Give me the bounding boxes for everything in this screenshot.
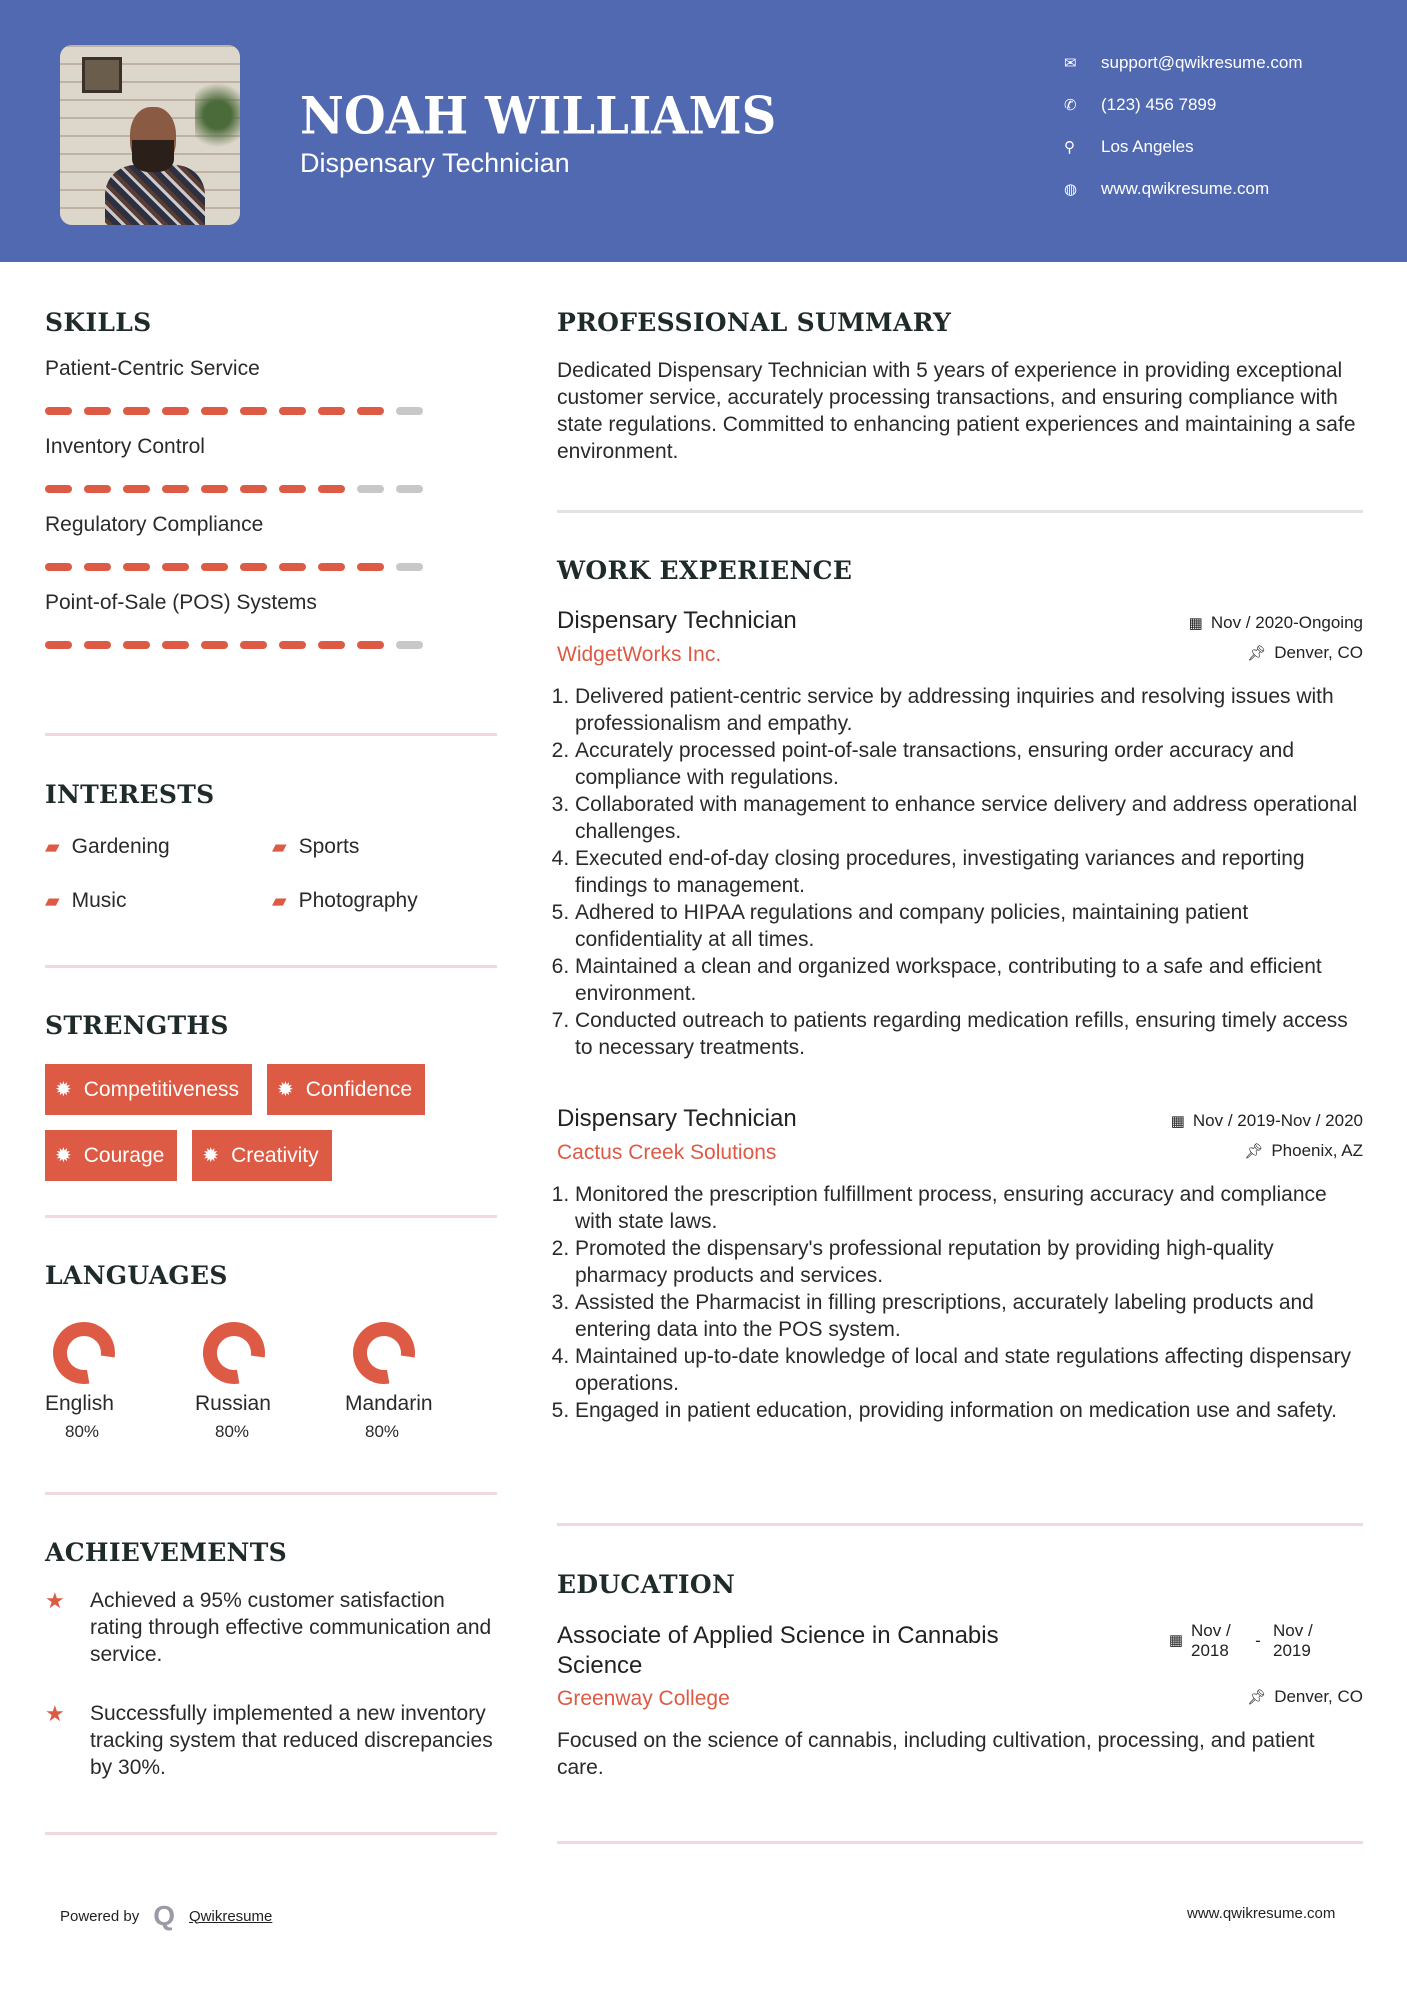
work-heading: WORK EXPERIENCE [557,556,853,585]
language-percent: 80% [65,1422,100,1441]
work-section [557,556,1363,1424]
strength-tag [192,1130,331,1181]
interest-item [45,889,272,913]
skill-dash-empty [396,641,423,649]
job-bullets [557,1181,1363,1424]
skill-dash-filled [357,407,384,415]
footer-url[interactable]: www.qwikresume.com [1187,1905,1336,1922]
job-bullet: 2. Accurately processed point-of-sale transactions, ensuring order accuracy and compliance with regulations. [575,737,1363,791]
contact-email[interactable] [1064,42,1303,84]
header [0,0,1407,262]
job-bullet: 5. Engaged in patient education, providing information on medication use and safety. [575,1397,1363,1424]
skill-dash-filled [162,407,189,415]
book-icon: ▰ [272,890,287,912]
website-text: www.qwikresume.com [1101,179,1270,198]
skill-dash-filled [123,563,150,571]
interest-label: Sports [298,835,360,858]
skill-dash-filled [45,641,72,649]
achievement-item [45,1587,497,1668]
skill-dash-empty [396,485,423,493]
skill-dash-filled [318,407,345,415]
skill-label: Inventory Control [45,435,205,458]
company-name: WidgetWorks Inc. [557,643,722,666]
badge-icon: ✹ [55,1079,72,1101]
interest-item [45,835,272,859]
interest-item [272,889,497,913]
skill-item [45,357,497,415]
skill-dash-filled [279,563,306,571]
job-bullet: 4. Maintained up-to-date knowledge of local and state regulations affecting dispensary operations. [575,1343,1363,1397]
skill-dash-filled [45,485,72,493]
interests-section [45,780,497,913]
date-separator: - [1255,1631,1261,1650]
skill-dash-filled [318,563,345,571]
skill-dash-filled [357,641,384,649]
language-name: Mandarin [345,1392,433,1415]
skill-level-bar [45,563,497,571]
calendar-icon: ▦ [1170,1113,1185,1130]
job-bullet: 6. Maintained a clean and organized workspace, contributing to a safe and efficient environment. [575,953,1363,1007]
job-bullet: 5. Adhered to HIPAA regulations and company policies, maintaining patient confidentiality at all times. [575,899,1363,953]
summary-section [557,308,1363,465]
language-item [345,1320,495,1442]
strength-label: Creativity [231,1143,319,1167]
skill-dash-filled [318,641,345,649]
skill-dash-filled [240,563,267,571]
divider [45,733,497,736]
language-progress-ring [51,1320,117,1386]
skill-item [45,435,497,493]
skill-dash-empty [396,563,423,571]
job-entry [557,1105,1363,1424]
job-title: Dispensary Technician [557,1105,797,1132]
job-entry [557,607,1363,1061]
location-text: Los Angeles [1101,137,1194,156]
company-name: Cactus Creek Solutions [557,1141,777,1164]
skill-dash-filled [240,485,267,493]
skill-dash-filled [84,641,111,649]
job-location: Phoenix, AZ [1271,1141,1363,1160]
pushpin-icon: 📌︎ [1247,645,1267,662]
pushpin-icon: 📌︎ [1247,1689,1267,1706]
strength-tag [267,1064,425,1115]
school-name: Greenway College [557,1687,730,1710]
skill-dash-filled [45,407,72,415]
skill-dash-empty [396,407,423,415]
achievement-text: Successfully implemented a new inventory tracking system that reduced discrepancies by 30%. [90,1702,493,1779]
education-description: Focused on the science of cannabis, including cultivation, processing, and patient care. [557,1729,1315,1779]
education-end: Nov / 2019 [1273,1621,1313,1660]
summary-text: Dedicated Dispensary Technician with 5 years of experience in providing exceptional customer service, accurately processing transactions, and ensuring compliance with state regulations. Committed to enhancing patient experiences and maintaining a safe environment. [557,359,1356,463]
divider [45,1215,497,1218]
candidate-name: NOAH WILLIAMS [300,85,777,147]
interest-label: Music [71,889,127,912]
book-icon: ▰ [45,836,60,858]
language-name: English [45,1392,114,1415]
divider [557,510,1363,513]
envelope-icon: ✉ [1064,55,1077,72]
job-location: Denver, CO [1274,643,1363,662]
language-item [195,1320,345,1442]
job-bullets [557,683,1363,1061]
skill-dash-filled [357,563,384,571]
book-icon: ▰ [45,890,60,912]
strength-tag [45,1064,252,1115]
skill-label: Patient-Centric Service [45,357,260,380]
skill-dash-filled [240,641,267,649]
interests-heading: INTERESTS [45,780,215,809]
strengths-section [45,1011,497,1181]
skills-heading: SKILLS [45,308,152,337]
skill-dash-filled [123,407,150,415]
skill-dash-filled [162,641,189,649]
skill-dash-filled [45,563,72,571]
job-bullet: 3. Collaborated with management to enhance service delivery and address operational challenges. [575,791,1363,845]
map-pin-icon: ⚲ [1064,139,1075,156]
book-icon: ▰ [272,836,287,858]
job-dates: Nov / 2019-Nov / 2020 [1192,1111,1363,1130]
phone-icon: ✆ [1064,97,1077,114]
job-bullet: 7. Conducted outreach to patients regarding medication refills, ensuring timely access to necessary treatments. [575,1007,1363,1061]
interest-label: Gardening [71,835,170,858]
skill-dash-filled [201,485,228,493]
achievement-text: Achieved a 95% customer satisfaction rating through effective communication and service. [90,1589,492,1666]
education-location: Denver, CO [1274,1687,1363,1706]
job-dates: Nov / 2020-Ongoing [1210,613,1363,632]
star-icon: ★ [45,1701,65,1726]
divider [45,1492,497,1495]
skill-label: Regulatory Compliance [45,513,264,536]
star-icon: ★ [45,1588,65,1613]
skills-section [45,308,497,649]
strength-label: Competitiveness [83,1077,239,1101]
skill-dash-filled [279,485,306,493]
divider [557,1523,1363,1526]
profile-photo [60,45,240,225]
skill-dash-filled [123,485,150,493]
job-bullet: 1. Delivered patient-centric service by addressing inquiries and resolving issues with professionalism and empathy. [575,683,1363,737]
candidate-title: Dispensary Technician [300,148,570,178]
job-bullet: 4. Executed end-of-day closing procedures, investigating variances and reporting findings to management. [575,845,1363,899]
calendar-icon: ▦ [1168,1632,1183,1649]
contact-list [1064,42,1303,210]
skill-dash-filled [84,485,111,493]
globe-icon: ◍ [1064,181,1078,198]
education-section [557,1570,1363,1781]
skill-dash-filled [240,407,267,415]
badge-icon: ✹ [202,1145,220,1167]
strength-label: Confidence [305,1077,413,1101]
footer-powered [60,1900,272,1932]
languages-section [45,1261,497,1442]
interest-label: Photography [298,889,418,912]
achievements-heading: ACHIEVEMENTS [45,1538,287,1567]
skill-dash-filled [279,641,306,649]
skill-dash-filled [201,563,228,571]
calendar-icon: ▦ [1188,615,1203,632]
skill-level-bar [45,407,497,415]
skill-dash-filled [201,407,228,415]
strength-tag [45,1130,177,1181]
contact-website[interactable] [1064,168,1303,210]
skill-item [45,513,497,571]
language-progress-ring [201,1320,267,1386]
skill-dash-filled [84,407,111,415]
skill-dash-filled [318,485,345,493]
achievements-section [45,1538,497,1781]
qwikresume-logo-icon: Q [153,1900,175,1931]
education-start: Nov / 2018 [1191,1621,1231,1660]
skill-dash-filled [162,485,189,493]
divider [557,1841,1363,1844]
skill-level-bar [45,641,497,649]
email-text: support@qwikresume.com [1101,53,1303,72]
languages-heading: LANGUAGES [45,1261,228,1290]
summary-heading: PROFESSIONAL SUMMARY [557,308,952,337]
strengths-heading: STRENGTHS [45,1011,229,1040]
degree-title: Associate of Applied Science in Cannabis Science [557,1622,999,1679]
interest-item [272,835,497,859]
skill-dash-empty [357,485,384,493]
qwikresume-link[interactable]: Qwikresume [189,1907,273,1925]
divider [45,1832,497,1835]
language-percent: 80% [215,1422,250,1441]
powered-by-text: Powered by [60,1907,140,1925]
language-progress-ring [351,1320,417,1386]
skill-level-bar [45,485,497,493]
education-heading: EDUCATION [557,1570,736,1599]
skill-item [45,591,497,649]
language-percent: 80% [365,1422,400,1441]
job-bullet: 3. Assisted the Pharmacist in filling prescriptions, accurately labeling products and entering data into the POS system. [575,1289,1363,1343]
skill-dash-filled [123,641,150,649]
strength-label: Courage [83,1143,165,1167]
job-bullet: 1. Monitored the prescription fulfillment process, ensuring accuracy and compliance with state laws. [575,1181,1363,1235]
contact-location [1064,126,1303,168]
skill-dash-filled [84,563,111,571]
badge-icon: ✹ [55,1145,72,1167]
skill-dash-filled [201,641,228,649]
achievement-item [45,1700,497,1781]
skill-label: Point-of-Sale (POS) Systems [45,591,317,614]
language-item [45,1320,195,1442]
job-title: Dispensary Technician [557,607,797,634]
contact-phone[interactable] [1064,84,1303,126]
skill-dash-filled [162,563,189,571]
skill-dash-filled [279,407,306,415]
language-name: Russian [195,1392,271,1415]
job-bullet: 2. Promoted the dispensary's professional reputation by providing high-quality pharmacy products and services. [575,1235,1363,1289]
divider [45,965,497,968]
badge-icon: ✹ [277,1079,294,1101]
phone-text: (123) 456 7899 [1101,95,1217,114]
pushpin-icon: 📌︎ [1244,1143,1264,1160]
